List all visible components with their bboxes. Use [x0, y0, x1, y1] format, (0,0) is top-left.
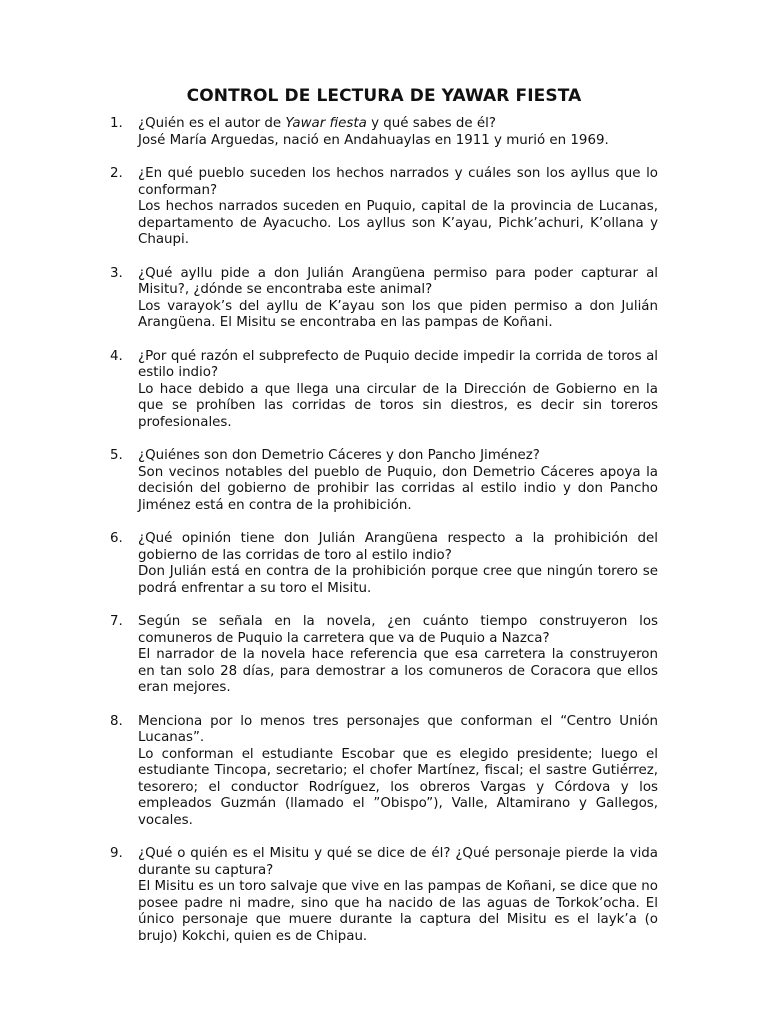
answer-text: José María Arguedas, nació en Andahuaylas en 1911 y murió en 1969.: [138, 132, 609, 148]
list-item: [110, 116, 658, 149]
question-text-part: ¿Quién es el autor de: [138, 116, 286, 131]
item-number: 9.: [110, 846, 123, 861]
item-number: 3.: [110, 265, 123, 281]
item-number: 5.: [110, 448, 123, 463]
list-item: [110, 846, 658, 945]
list-item: [110, 448, 658, 514]
question-text: Según se señala en la novela, ¿en cuánto tiempo construyeron los comuneros de Puquio la carretera que va de Puquio a Nazca?: [138, 614, 658, 646]
question-text: ¿Por qué razón el subprefecto de Puquio decide impedir la corrida de toros al estilo indio?: [138, 348, 658, 380]
list-item: [110, 349, 658, 432]
question-text: ¿Qué opinión tiene don Julián Arangüena respecto a la prohibición del gobierno de las corridas de toro al estilo indio?: [138, 531, 658, 563]
question-text: ¿Qué o quién es el Misitu y qué se dice de él? ¿Qué personaje pierde la vida durante su captura?: [138, 846, 658, 878]
question-text-part: y qué sabes de él?: [366, 116, 496, 131]
item-number: 7.: [110, 614, 123, 629]
answer-text: Son vecinos notables del pueblo de Puquio, don Demetrio Cáceres apoya la decisión del gobierno de prohibir las corridas al estilo indio y don Pancho Jiménez está en contra de la prohibición.: [138, 464, 658, 513]
answer-text: Lo conforman el estudiante Escobar que es elegido presidente; luego el estudiante Tincopa, secretario; el chofer Martínez, fiscal; el sastre Gutiérrez, tesorero; el conductor Rodríguez, los obreros Vargas y Córdova y los empleados Guzmán (llamado el ”Obispo”), Valle, Altamirano y Gallegos, vocales.: [138, 746, 658, 828]
question-text: ¿Qué ayllu pide a don Julián Arangüena permiso para poder capturar al Misitu?, ¿dónde se encontraba este animal?: [138, 265, 658, 297]
list-item: [110, 531, 658, 597]
list-item: [110, 714, 658, 830]
question-text: Menciona por lo menos tres personajes que conforman el “Centro Unión Lucanas”.: [138, 713, 658, 745]
question-text: ¿En qué pueblo suceden los hechos narrados y cuáles son los ayllus que lo conforman?: [138, 166, 658, 198]
answer-text: Los hechos narrados suceden en Puquio, capital de la provincia de Lucanas, departamento de Ayacucho. Los ayllus son K’ayau, Pichk’achuri, K’ollana y Chaupi.: [138, 199, 658, 247]
item-number: 8.: [110, 713, 123, 729]
item-number: 4.: [110, 348, 123, 364]
list-item: [110, 614, 658, 697]
answer-text: Los varayok’s del ayllu de K’ayau son los que piden permiso a don Julián Arangüena. El Misitu se encontraba en las pampas de Koñani.: [138, 298, 658, 330]
question-text: [138, 116, 658, 133]
answer-text: El Misitu es un toro salvaje que vive en las pampas de Koñani, se dice que no posee padre ni madre, sino que ha nacido de las aguas de Torkok’ocha. El único personaje que muere durante la captura del Misitu es el layk’a (o brujo) Kokchi, quien es de Chipau.: [138, 879, 658, 944]
item-number: 2.: [110, 166, 123, 181]
item-number: 6.: [110, 531, 123, 546]
page-title: CONTROL DE LECTURA DE YAWAR FIESTA: [186, 86, 582, 106]
answer-text: El narrador de la novela hace referencia que esa carretera la construyeron en tan solo 28 días, para demostrar a los comuneros de Coracora que ellos eran mejores.: [138, 647, 658, 695]
list-item: [110, 166, 658, 249]
question-list: [110, 116, 658, 962]
answer-text: Don Julián está en contra de la prohibición porque cree que ningún torero se podrá enfrentar a su toro el Misitu.: [138, 564, 658, 596]
list-item: [110, 266, 658, 332]
book-title-italic: Yawar fiesta: [285, 116, 367, 131]
item-number: 1.: [110, 116, 123, 131]
question-text: ¿Quiénes son don Demetrio Cáceres y don Pancho Jiménez?: [138, 448, 540, 463]
answer-text: Lo hace debido a que llega una circular de la Dirección de Gobierno en la que se prohíben las corridas de toros sin diestros, es decir sin toreros profesionales.: [138, 381, 658, 430]
